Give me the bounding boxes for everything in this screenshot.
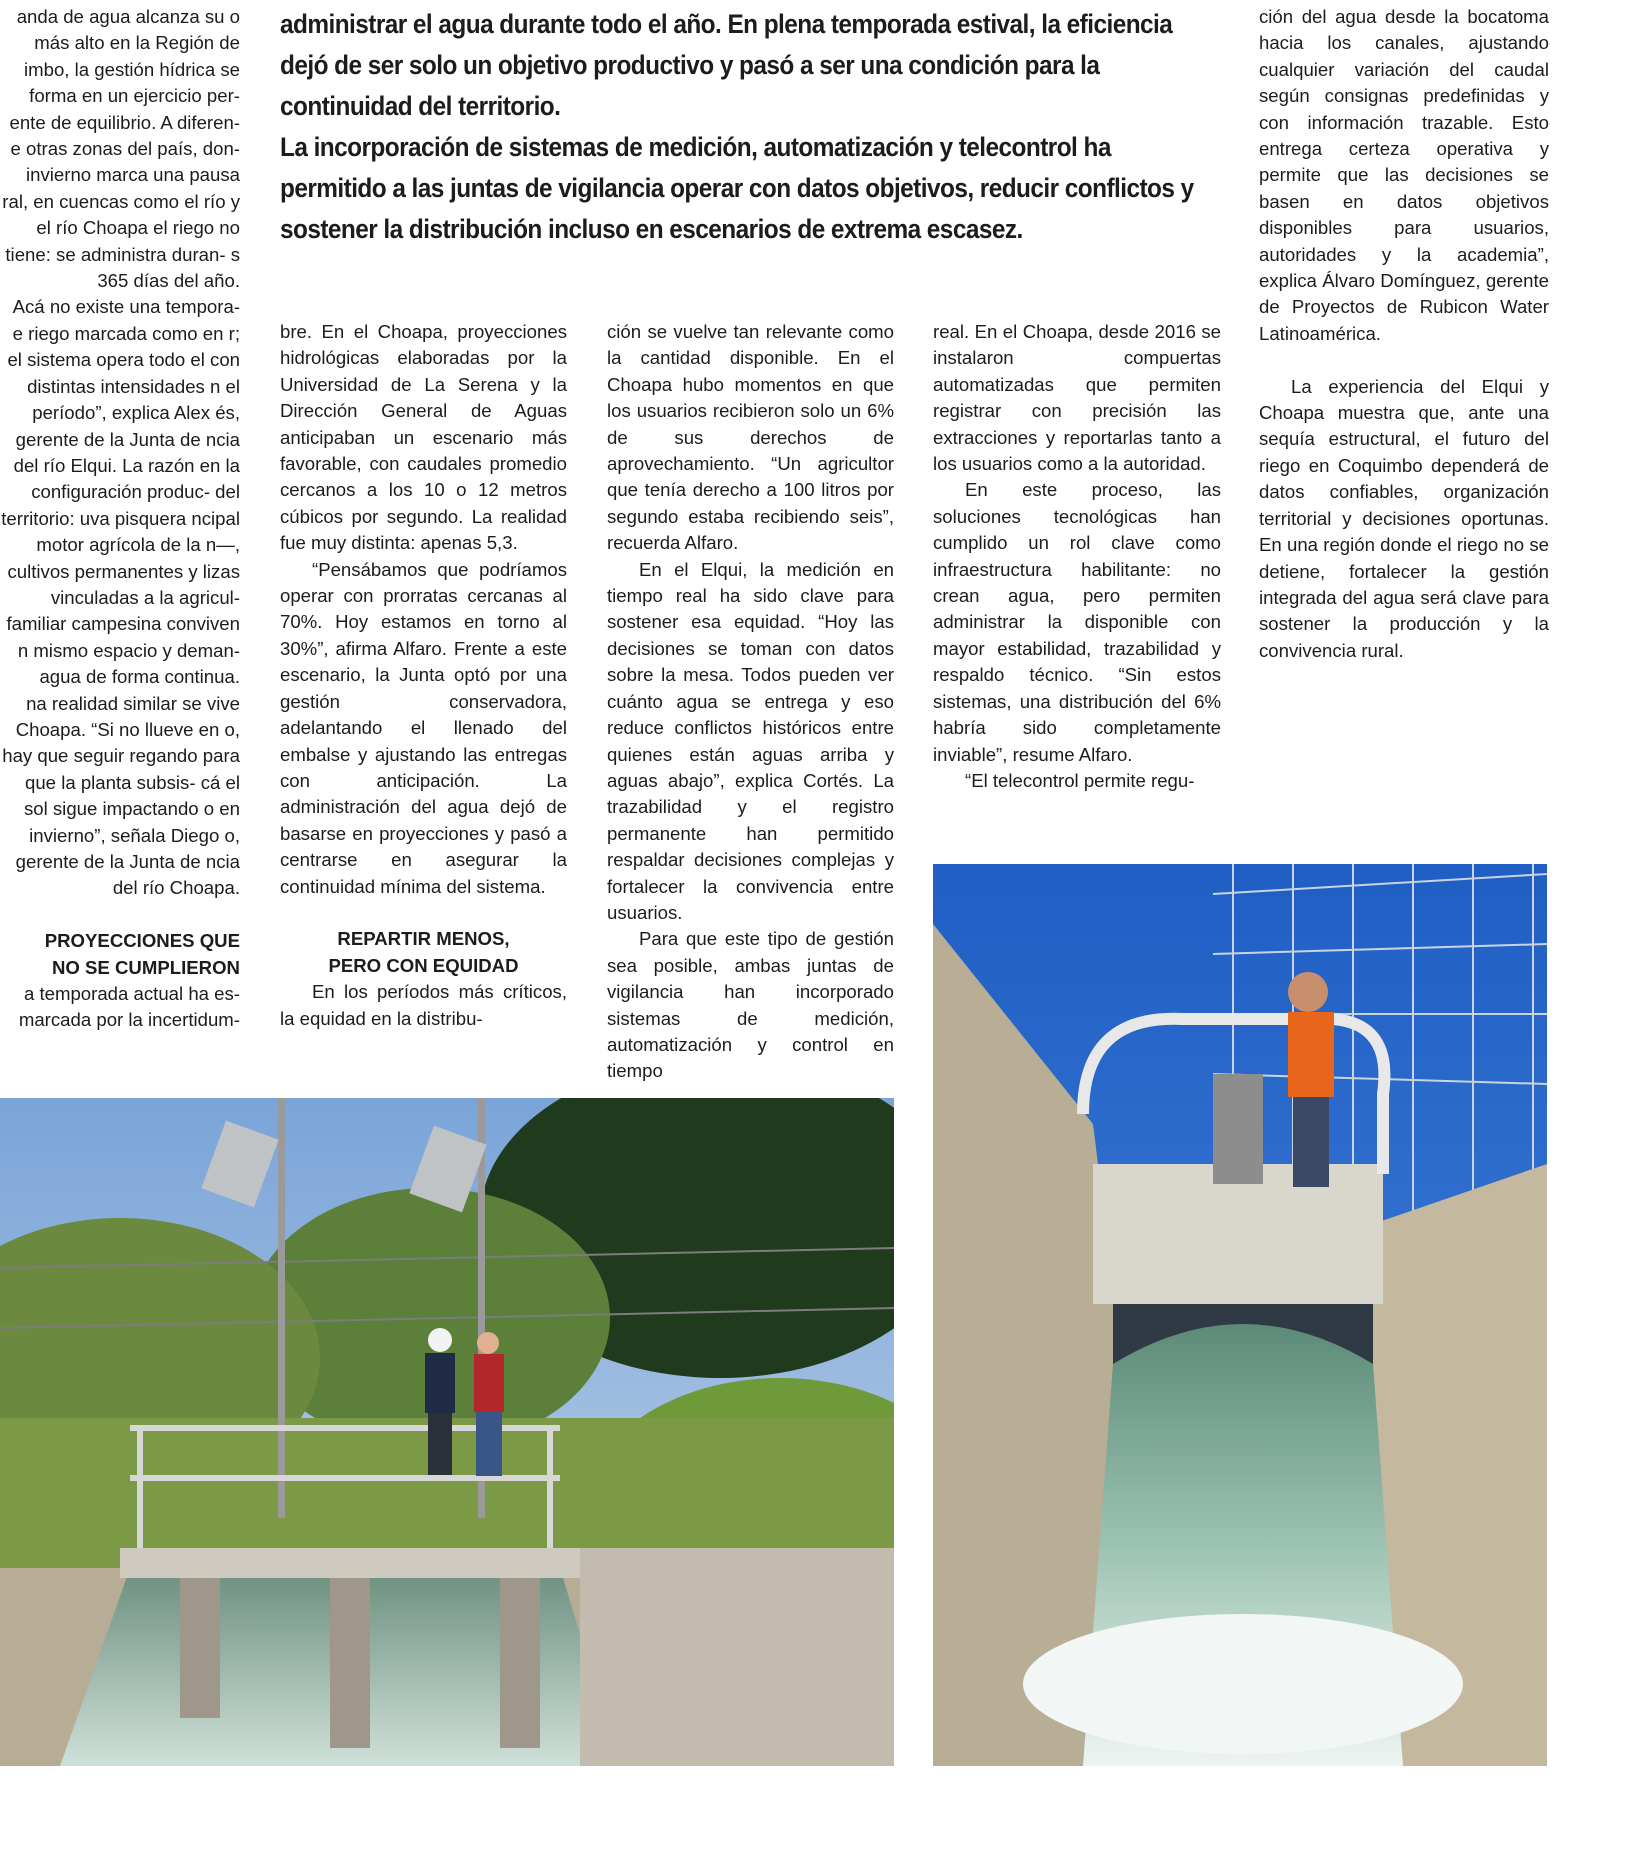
paragraph: “El telecontrol permite regu- bbox=[965, 769, 1195, 791]
section-subheading bbox=[280, 926, 567, 979]
paragraph: “Pensábamos que podríamos operar con prorratas cercanas al 70%. Hoy estamos en torno al 30%”, afirma Alfaro. Frente a este escenario, la Junta optó por una gestión conservadora, adelantando el llenado del embalse y ajustando las entregas con anticipación. La administración del agua dejó de basarse en proyecciones y pasó a centrarse en asegurar la continuidad mínima del sistema. bbox=[280, 558, 567, 897]
article-column-2 bbox=[280, 319, 567, 1032]
subheading-line: PROYECCIONES QUE bbox=[44, 930, 240, 952]
paragraph: En este proceso, las soluciones tecnológicas han cumplido un rol clave como infraestructura habilitante: no crean agua, pero permiten administrar la disponible con mayor estabilidad, trazabilidad y respaldo técnico. “Sin estos sistemas, una distribución del 6% habría sido completamente inviable”, resume Alfaro. bbox=[933, 479, 1221, 765]
paragraph: ción del agua desde la bocatoma hacia los canales, ajustando cualquier variación del caudal según consignas predefinidas y con información trazable. Esto entrega certeza operativa y permite que las decisiones se basen en datos objetivos disponibles para usuarios, autoridades y la academia”, explica Álvaro Domínguez, gerente de Proyectos de Rubicon Water Latinoamérica. bbox=[1259, 6, 1549, 344]
paragraph: Para que este tipo de gestión sea posible, ambas juntas de vigilancia han incorporado sistemas de medición, automatización y control en tiempo bbox=[607, 928, 894, 1082]
article-column-4 bbox=[933, 319, 1221, 794]
subheading-line: REPARTIR MENOS, bbox=[337, 928, 510, 950]
paragraph: En los períodos más críticos, la equidad en la distribu- bbox=[280, 981, 567, 1029]
paragraph: bre. En el Choapa, proyecciones hidrológicas elaboradas por la Universidad de La Serena y la Dirección General de Aguas anticipaban un escenario más favorable, con caudales promedio cercanos a los 10 o 12 metros cúbicos por segundo. La realidad fue muy distinta: apenas 5,3. bbox=[280, 321, 567, 554]
article-column-5 bbox=[1259, 4, 1549, 664]
automated-gate-photo bbox=[933, 864, 1547, 1766]
canal-gates-photo bbox=[0, 1098, 894, 1766]
paragraph: na realidad similar se vive Choapa. “Si no llueve en o, hay que seguir regando para que la planta subsis- cá el sol sigue impactando o en invierno”, señala Diego o, gerente de la Junta de ncia del río Choapa. bbox=[2, 692, 240, 899]
paragraph: La experiencia del Elqui y Choapa muestra que, ante una sequía estructural, el futuro del riego en Coquimbo dependerá de datos confiables, organización territorial y decisiones oportunas. En una región donde el riego no se detiene, fortalecer la gestión integrada del agua será clave para sostener la producción y la convivencia rural. bbox=[1259, 375, 1549, 661]
subheading-line: NO SE CUMPLIERON bbox=[51, 956, 240, 978]
paragraph: Acá no existe una tempora- e riego marcada como en r; el sistema opera todo el con distintas intensidades n el período”, explica Alex és, gerente de la Junta de ncia del río Elqui. La razón en la configuración produc- del territorio: uva pisquera ncipal motor agrícola de la n—, cultivos permanentes y lizas vinculadas a la agricul- familiar campesina conviven n mismo espacio y deman- agua de forma continua. bbox=[1, 296, 240, 688]
paragraph: En el Elqui, la medición en tiempo real ha sido clave para sostener esa equidad. “Hoy las decisiones se toman con datos sobre la mesa. Todos pueden ver cuánto agua se entrega y eso reduce conflictos históricos entre quienes están aguas arriba y aguas abajo”, explica Cortés. La trazabilidad y el registro permanente han permitido respaldar decisiones complejas y fortalecer la convivencia entre usuarios. bbox=[607, 558, 894, 923]
paragraph: real. En el Choapa, desde 2016 se instalaron compuertas automatizadas que permiten registrar con precisión las extracciones y reportarlas tanto a los usuarios como a la autoridad. bbox=[933, 321, 1221, 475]
article-lead bbox=[280, 4, 1218, 250]
lead-paragraph: administrar el agua durante todo el año. En plena temporada estival, la eficiencia dejó de ser solo un objetivo productivo y pasó a ser una condición para la continuidad del territorio. bbox=[280, 9, 1173, 121]
subheading-line: PERO CON EQUIDAD bbox=[328, 954, 519, 976]
section-subheading bbox=[0, 928, 240, 981]
paragraph: a temporada actual ha es- marcada por la incertidum- bbox=[18, 983, 240, 1031]
paragraph: ción se vuelve tan relevante como la cantidad disponible. En el Choapa hubo momentos en que los usuarios recibieron solo un 6% de sus derechos de aprovechamiento. “Un agricultor que tenía derecho a 100 litros por segundo estaba recibiendo seis”, recuerda Alfaro. bbox=[607, 321, 894, 554]
article-column-1 bbox=[0, 4, 240, 1034]
article-column-3 bbox=[607, 319, 894, 1085]
lead-paragraph: La incorporación de sistemas de medición, automatización y telecontrol ha permitido a las juntas de vigilancia operar con datos objetivos, reducir conflictos y sostener la distribución incluso en escenarios de extrema escasez. bbox=[280, 132, 1194, 244]
paragraph: anda de agua alcanza su o más alto en la Región de imbo, la gestión hídrica se forma en un ejercicio per- ente de equilibrio. A diferen- e otras zonas del país, don- invierno marca una pausa ral, en cuencas como el río y el río Choapa el riego no tiene: se administra duran- s 365 días del año. bbox=[2, 6, 240, 292]
